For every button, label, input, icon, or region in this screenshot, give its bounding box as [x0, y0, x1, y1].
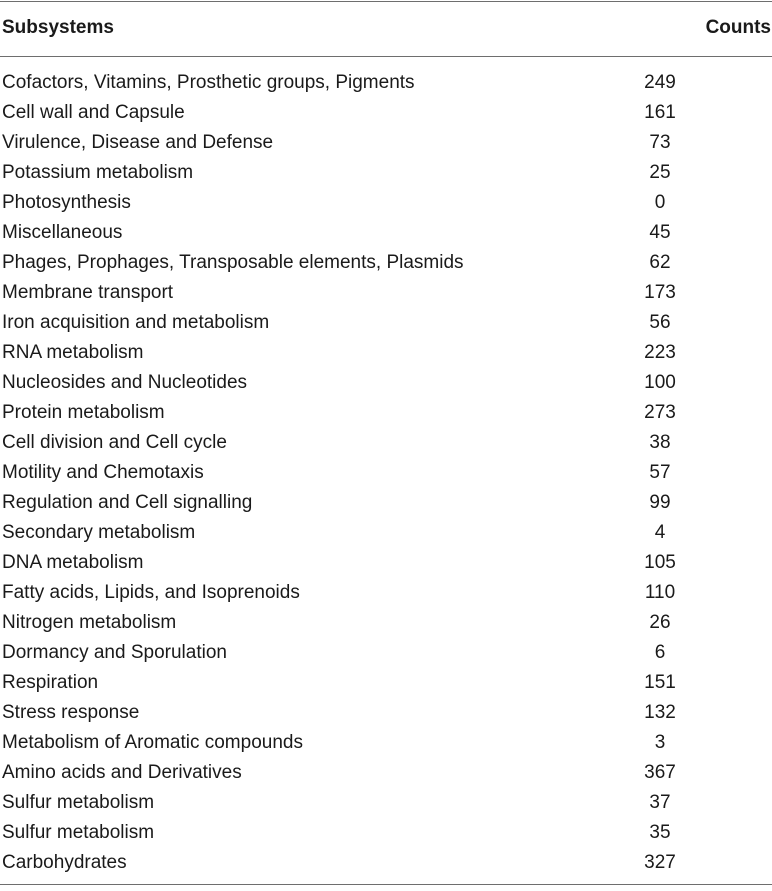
subsystem-name: Motility and Chemotaxis [2, 462, 204, 483]
subsystem-count: 99 [649, 492, 671, 513]
table-row [0, 338, 772, 368]
table-row [0, 458, 772, 488]
subsystem-name: Fatty acids, Lipids, and Isoprenoids [2, 582, 300, 603]
subsystem-count: 173 [644, 282, 676, 303]
table-row [0, 278, 772, 308]
table-row [0, 308, 772, 338]
subsystem-name: Protein metabolism [2, 402, 165, 423]
subsystem-count: 327 [644, 852, 676, 873]
table-row [0, 98, 772, 128]
table-row [0, 578, 772, 608]
subsystem-name: Phages, Prophages, Transposable elements, Plasmids [2, 252, 464, 273]
subsystem-name: Nitrogen metabolism [2, 612, 177, 633]
subsystem-count: 45 [649, 222, 671, 243]
table-row [0, 518, 772, 548]
table-header-row [0, 14, 772, 42]
subsystem-count: 56 [649, 312, 671, 333]
table-bottom-rule [0, 884, 772, 885]
table-row [0, 218, 772, 248]
subsystem-name: Nucleosides and Nucleotides [2, 372, 248, 393]
table-row [0, 608, 772, 638]
table-row [0, 638, 772, 668]
subsystem-name: Stress response [2, 702, 140, 723]
subsystem-name: DNA metabolism [2, 552, 144, 573]
subsystem-name: Iron acquisition and metabolism [2, 312, 270, 333]
header-counts: Counts [705, 17, 771, 38]
table-row [0, 548, 772, 578]
subsystem-count: 105 [644, 552, 676, 573]
table-row [0, 368, 772, 398]
subsystem-count: 132 [644, 702, 676, 723]
table-row [0, 128, 772, 158]
subsystem-count: 161 [644, 102, 676, 123]
subsystem-count: 37 [649, 792, 671, 813]
subsystem-count: 35 [649, 822, 671, 843]
table-row [0, 758, 772, 788]
table-row [0, 788, 772, 818]
table-row [0, 728, 772, 758]
subsystem-count: 3 [654, 732, 666, 753]
subsystem-count: 6 [654, 642, 666, 663]
subsystem-name: Secondary metabolism [2, 522, 196, 543]
subsystem-name: Membrane transport [2, 282, 174, 303]
subsystem-count: 38 [649, 432, 671, 453]
subsystem-name: Sulfur metabolism [2, 792, 155, 813]
subsystem-name: Miscellaneous [2, 222, 123, 243]
subsystem-count: 62 [649, 252, 671, 273]
subsystem-count: 57 [649, 462, 671, 483]
table-body [0, 68, 772, 878]
subsystem-name: Dormancy and Sporulation [2, 642, 227, 663]
table-row [0, 488, 772, 518]
subsystem-name: Potassium metabolism [2, 162, 194, 183]
subsystem-count: 0 [654, 192, 666, 213]
table-row [0, 248, 772, 278]
subsystem-name: Sulfur metabolism [2, 822, 155, 843]
subsystem-count: 25 [649, 162, 671, 183]
subsystem-name: Virulence, Disease and Defense [2, 132, 274, 153]
table-top-rule [0, 1, 772, 2]
table-row [0, 188, 772, 218]
table-row [0, 698, 772, 728]
subsystem-count: 73 [649, 132, 671, 153]
table-row [0, 818, 772, 848]
table-row [0, 668, 772, 698]
subsystem-name: Regulation and Cell signalling [2, 492, 253, 513]
subsystem-name: Carbohydrates [2, 852, 127, 873]
table-row [0, 398, 772, 428]
table-row [0, 158, 772, 188]
subsystem-name: Cell wall and Capsule [2, 102, 185, 123]
subsystem-count: 26 [649, 612, 671, 633]
header-subsystems: Subsystems [2, 17, 114, 38]
subsystem-count: 223 [644, 342, 676, 363]
subsystem-name: Cofactors, Vitamins, Prosthetic groups, Pigments [2, 72, 415, 93]
table-row [0, 68, 772, 98]
subsystem-count: 367 [644, 762, 676, 783]
subsystem-name: Photosynthesis [2, 192, 131, 213]
subsystem-count: 110 [644, 582, 676, 603]
subsystem-count: 100 [644, 372, 676, 393]
subsystem-count: 273 [644, 402, 676, 423]
subsystem-name: Cell division and Cell cycle [2, 432, 227, 453]
table-header-rule [0, 56, 772, 57]
subsystem-name: Metabolism of Aromatic compounds [2, 732, 303, 753]
subsystem-count: 4 [654, 522, 666, 543]
table-row [0, 848, 772, 878]
table-row [0, 428, 772, 458]
subsystem-name: Respiration [2, 672, 99, 693]
subsystem-count: 151 [644, 672, 676, 693]
subsystem-count: 249 [644, 72, 676, 93]
subsystem-name: RNA metabolism [2, 342, 144, 363]
subsystem-name: Amino acids and Derivatives [2, 762, 242, 783]
